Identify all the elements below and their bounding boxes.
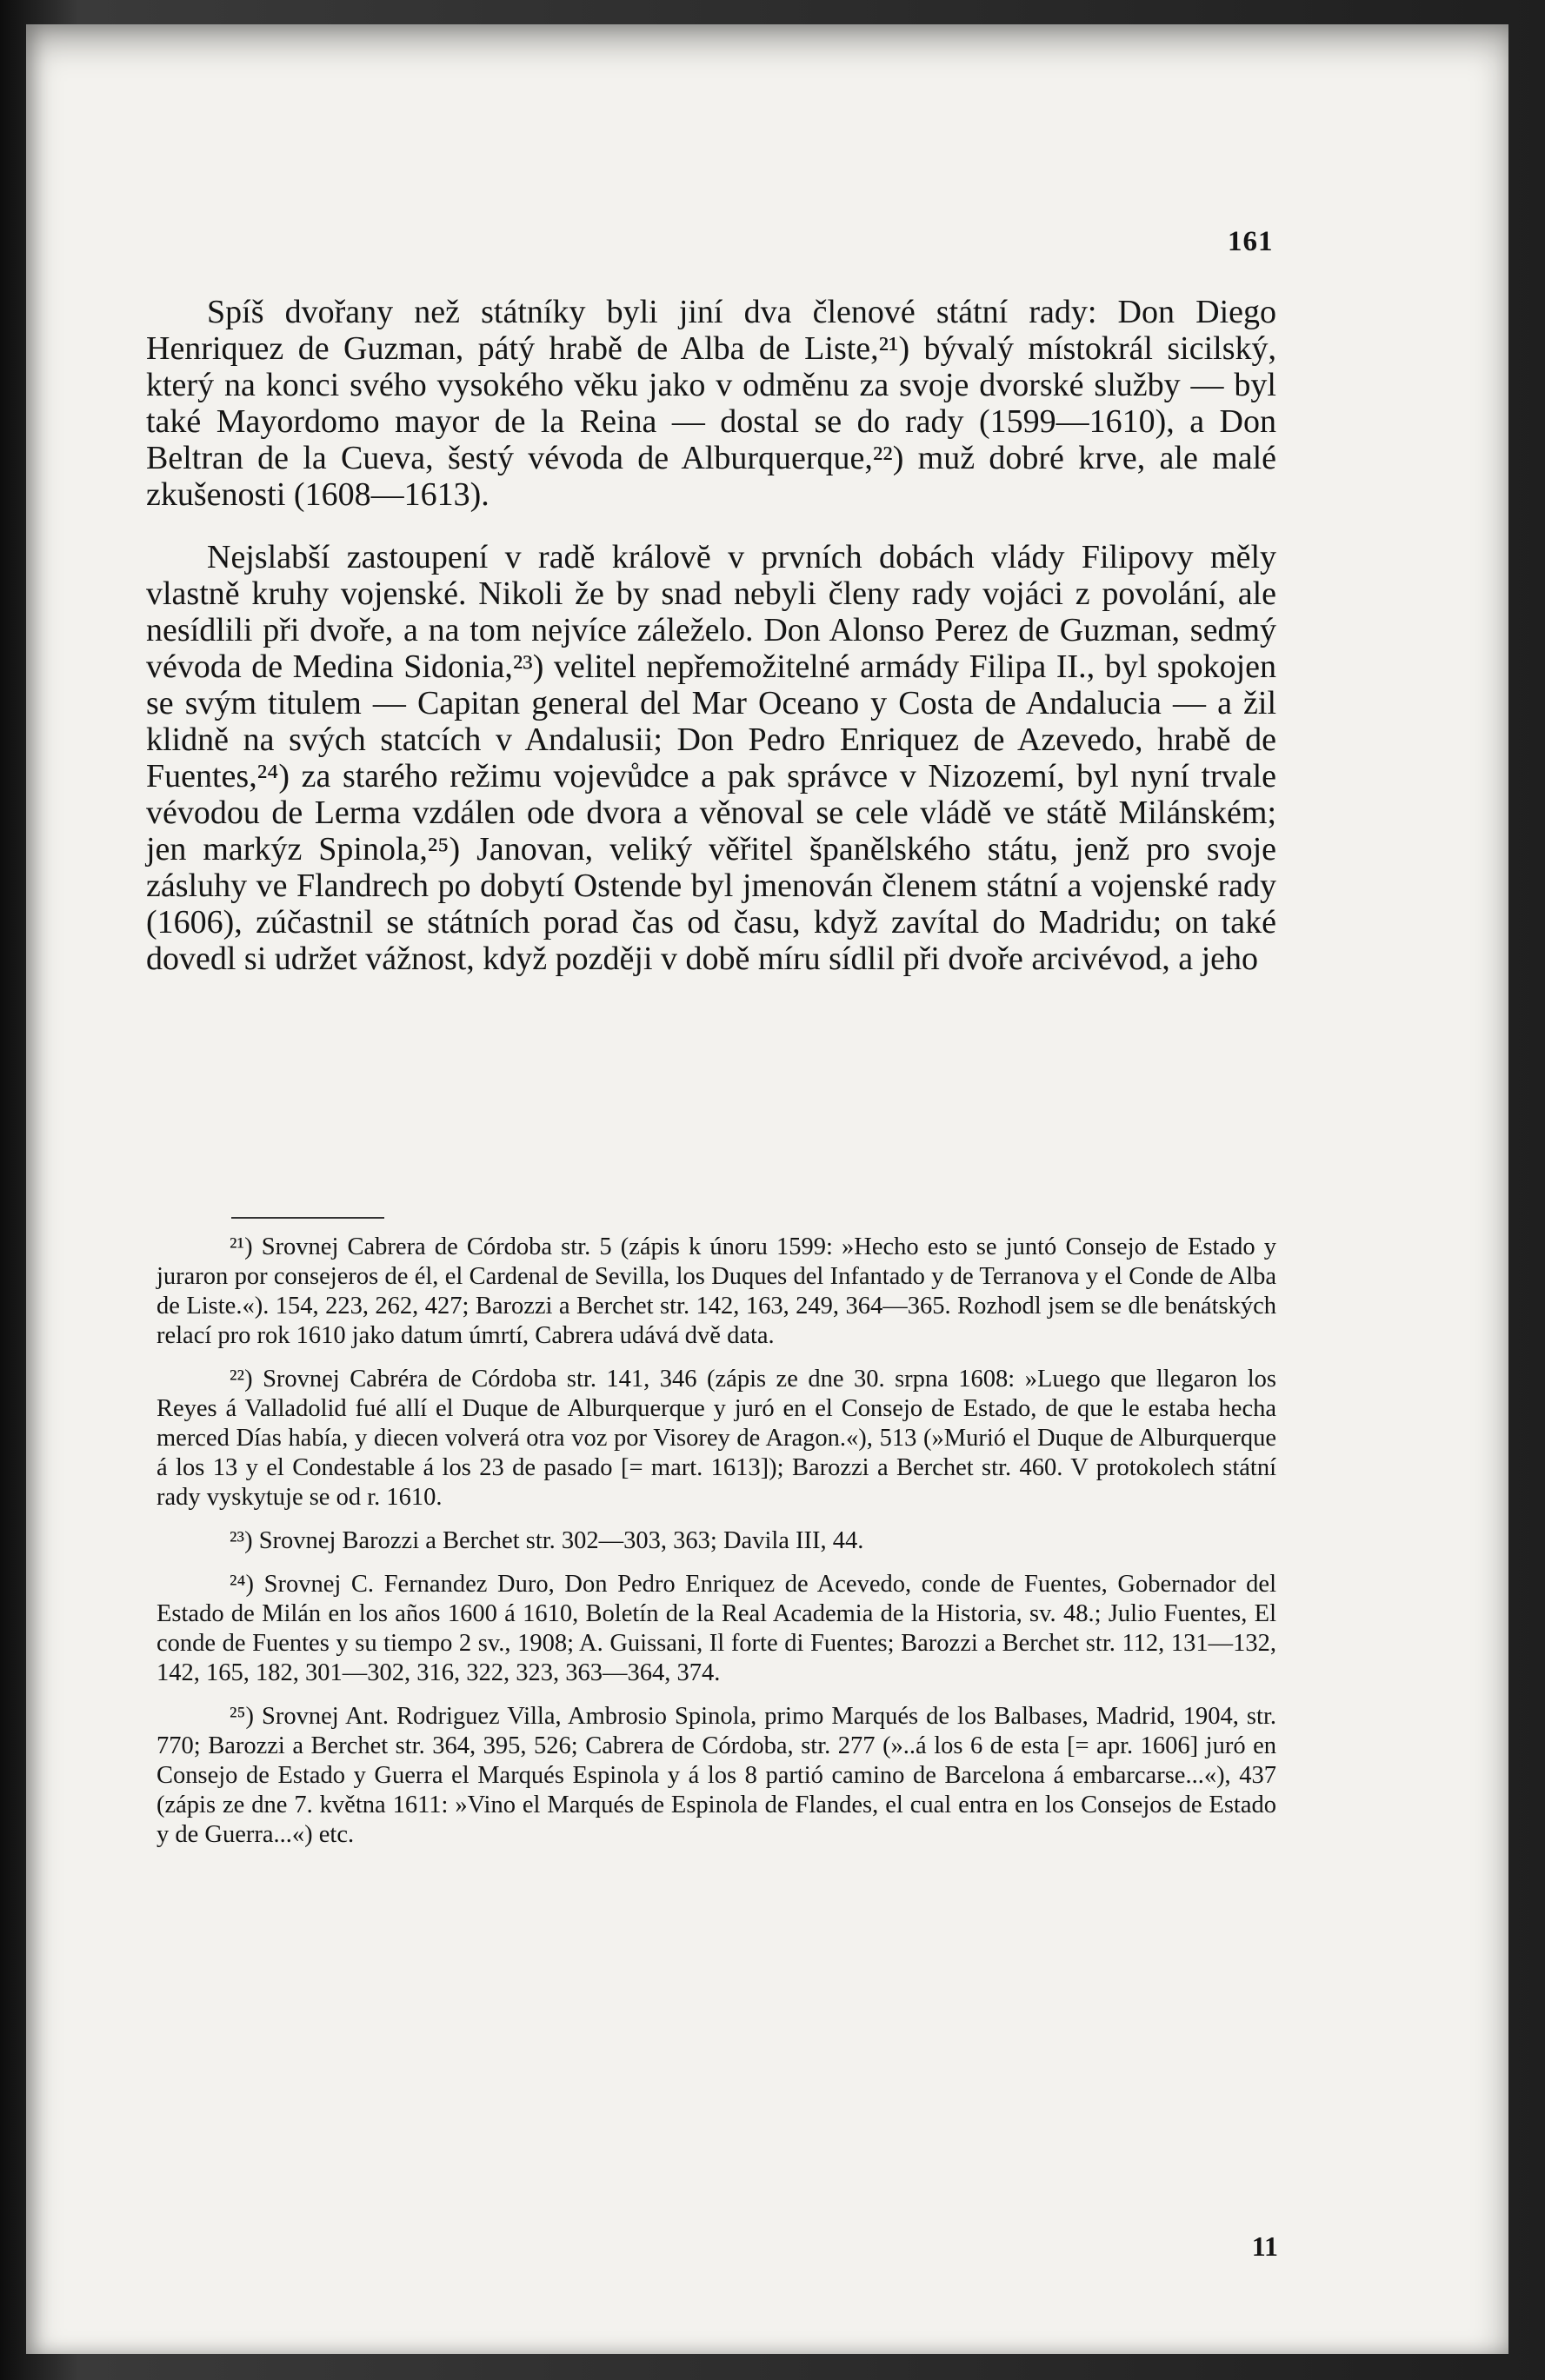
paragraph: Nejslabší zastoupení v radě královĕ v prvních dobách vlády Filipovy měly vlastně kruhy vojenské. Nikoli že by snad nebyli členy rady vojáci z povolání, ale nesídlili při dvoře, a na tom nejvíce záleželo. Don Alonso Perez de Guzman, sedmý vévoda de Medina Sidonia,²³) velitel nepřemožitelné armády Filipa II., byl spokojen se svým titulem — Capitan general del Mar Oceano y Costa de Andalucia — a žil klidně na svých statcích v Andalusii; Don Pedro Enriquez de Azevedo, hrabě de Fuentes,²⁴) za starého režimu vojevůdce a pak správce v Nizozemí, byl nyní trvale vévodou de Lerma vzdálen ode dvora a věnoval se cele vládě ve státě Milánském; jen markýz Spinola,²⁵) Janovan, veliký věřitel španělského státu, jenž pro svoje zásluhy ve Flandrech po dobytí Ostende byl jmenován členem státní a vojenské rady (1606), zúčastnil se státních porad čas od času, když zavítal do Madridu; on také dovedl si udržet vážnost, když později v době míru sídlil při dvoře arcivévod, a jeho bbox=[146, 539, 1276, 977]
footnote-separator bbox=[231, 1217, 384, 1219]
book-page bbox=[26, 24, 1508, 2354]
page-number: 161 bbox=[1228, 226, 1274, 257]
paragraph: Spíš dvořany než státníky byli jiní dva členové státní rady: Don Diego Henriquez de Guzman, pátý hrabě de Alba de Liste,²¹) bývalý místokrál sicilský, který na konci svého vysokého věku jako v odměnu za svoje dvorské služby — byl také Mayordomo mayor de la Reina — dostal se do rady (1599—1610), a Don Beltran de la Cueva, šestý vévoda de Alburquerque,²²) muž dobré krve, ale malé zkušenosti (1608—1613). bbox=[146, 294, 1276, 513]
footnotes bbox=[156, 1233, 1276, 1864]
footnote: ²⁵) Srovnej Ant. Rodriguez Villa, Ambrosio Spinola, primo Marqués de los Balbases, Madrid, 1904, str. 770; Barozzi a Berchet str. 364, 395, 526; Cabrera de Córdoba, str. 277 (»..á los 6 de esta [= apr. 1606] juró en Consejo de Estado y Guerra el Marqués Espinola y á los 8 partió camino de Barcelona á embarcarse...«), 437 (zápis ze dne 7. května 1611: »Vino el Marqués de Espinola de Flandes, el cual entra en los Consejos de Estado y de Guerra...«) etc. bbox=[156, 1703, 1276, 1848]
footnote: ²²) Srovnej Cabréra de Córdoba str. 141, 346 (zápis ze dne 30. srpna 1608: »Luego que llegaron los Reyes á Valladolid fué allí el Duque de Alburquerque y juró en el Consejo de Estado, de que le estaba hecha merced Días había, y diecen volverá otra voz por Visorey de Aragon.«), 513 (»Murió el Duque de Alburquerque á los 13 y el Condestable á los 23 de pasado [= mart. 1613]); Barozzi a Berchet str. 460. V protokolech státní rady vyskytuje se od r. 1610. bbox=[156, 1366, 1276, 1511]
footnote: ²⁴) Srovnej C. Fernandez Duro, Don Pedro Enriquez de Acevedo, conde de Fuentes, Gobernador del Estado de Milán en los años 1600 á 1610, Boletín de la Real Academia de la Historia, sv. 48.; Julio Fuentes, El conde de Fuentes y su tiempo 2 sv., 1908; A. Guissani, Il forte di Fuentes; Barozzi a Berchet str. 112, 131—132, 142, 165, 182, 301—302, 316, 322, 323, 363—364, 374. bbox=[156, 1571, 1276, 1686]
main-text bbox=[146, 294, 1276, 1003]
signature-mark: 11 bbox=[1251, 2230, 1278, 2262]
footnote: ²¹) Srovnej Cabrera de Córdoba str. 5 (zápis k únoru 1599: »Hecho esto se juntó Consejo de Estado y juraron por consejeros de él, el Cardenal de Sevilla, los Duques del Infantado y de Terranova y el Conde de Alba de Liste.«). 154, 223, 262, 427; Barozzi a Berchet str. 142, 163, 249, 364—365. Rozhodl jsem se dle benátských relací pro rok 1610 jako datum úmrtí, Cabrera udává dvě data. bbox=[156, 1233, 1276, 1349]
footnote: ²³) Srovnej Barozzi a Berchet str. 302—303, 363; Davila III, 44. bbox=[230, 1527, 864, 1554]
